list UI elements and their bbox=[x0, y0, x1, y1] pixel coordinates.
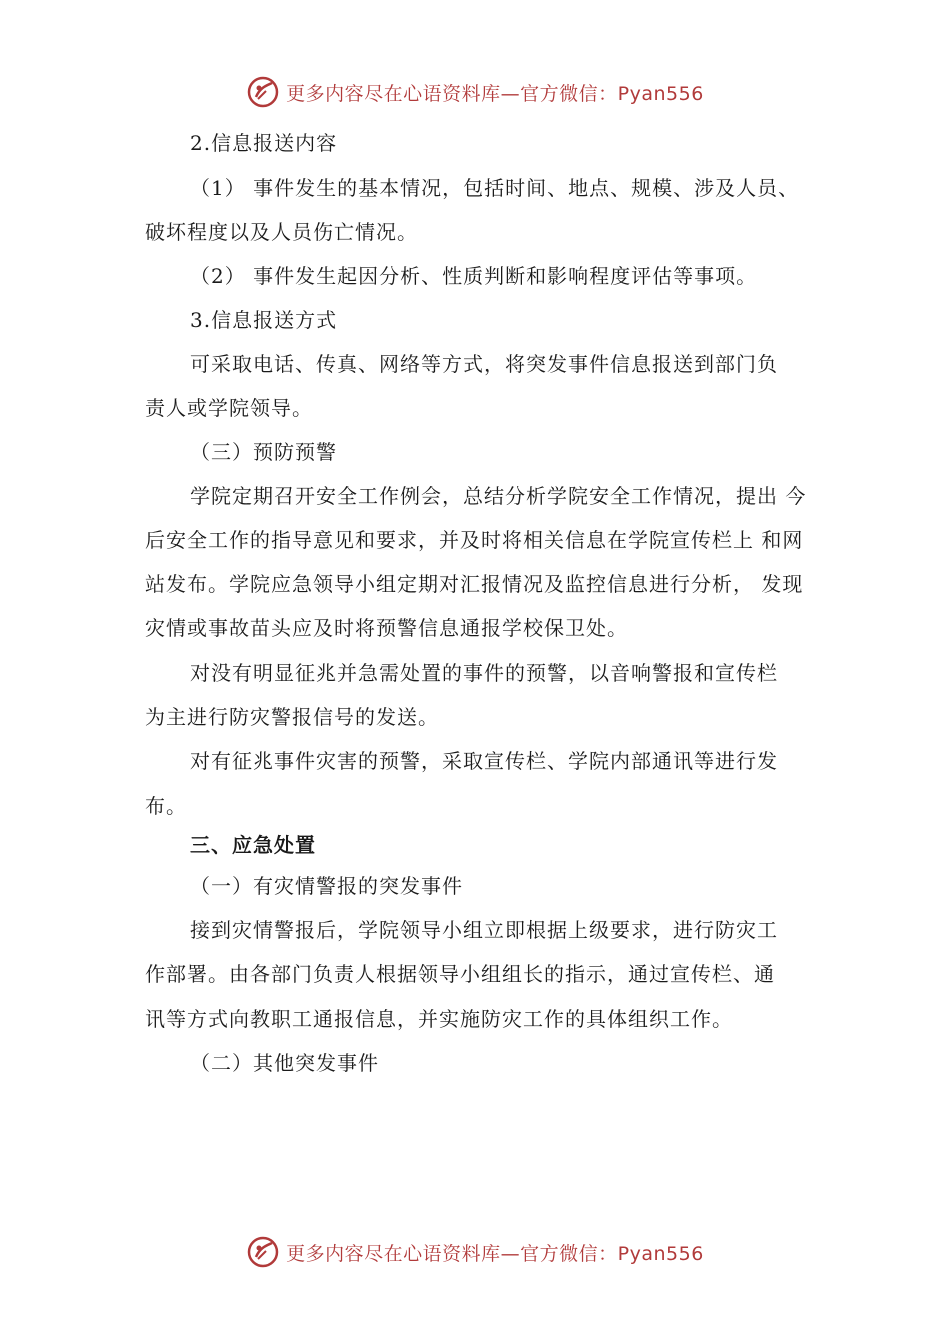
paragraph-line: （2） 事件发生起因分析、性质判断和影响程度评估等事项。 bbox=[190, 264, 758, 288]
paragraph-line: 责人或学院领导。 bbox=[145, 396, 313, 420]
section-heading: （三）预防预警 bbox=[190, 440, 337, 464]
header-watermark bbox=[0, 72, 950, 112]
section-heading: 3.信息报送方式 bbox=[190, 308, 338, 332]
paragraph-line: 接到灾情警报后，学院领导小组立即根据上级要求，进行防灾工 bbox=[190, 918, 778, 942]
paragraph-line: 为主进行防灾警报信号的发送。 bbox=[145, 705, 439, 729]
brand-logo-icon bbox=[246, 75, 280, 109]
paragraph-line: 对没有明显征兆并急需处置的事件的预警，以音响警报和宣传栏 bbox=[190, 661, 778, 685]
section-heading: 2.信息报送内容 bbox=[190, 131, 338, 155]
paragraph-line: 布。 bbox=[145, 794, 187, 818]
paragraph-line: 灾情或事故苗头应及时将预警信息通报学校保卫处。 bbox=[145, 616, 628, 640]
paragraph-line: 后安全工作的指导意见和要求，并及时将相关信息在学院宣传栏上 和网 bbox=[145, 528, 804, 552]
footer-watermark bbox=[0, 1232, 950, 1272]
watermark-text: 更多内容尽在心语资料库—官方微信：Pyan556 bbox=[286, 82, 704, 105]
paragraph-line: 学院定期召开安全工作例会，总结分析学院安全工作情况，提出 今 bbox=[190, 484, 807, 508]
paragraph-line: 对有征兆事件灾害的预警，采取宣传栏、学院内部通讯等进行发 bbox=[190, 749, 778, 773]
paragraph-line: 讯等方式向教职工通报信息，并实施防灾工作的具体组织工作。 bbox=[145, 1007, 733, 1031]
paragraph-line: 作部署。由各部门负责人根据领导小组组长的指示，通过宣传栏、通 bbox=[145, 962, 775, 986]
paragraph-line: 站发布。学院应急领导小组定期对汇报情况及监控信息进行分析， 发现 bbox=[145, 572, 804, 596]
section-heading: （二）其他突发事件 bbox=[190, 1051, 379, 1075]
brand-logo-icon bbox=[246, 1235, 280, 1269]
watermark-text: 更多内容尽在心语资料库—官方微信：Pyan556 bbox=[286, 1242, 704, 1265]
chapter-heading: 三、应急处置 bbox=[190, 833, 316, 857]
section-heading: （一）有灾情警报的突发事件 bbox=[190, 874, 463, 898]
paragraph-line: 破坏程度以及人员伤亡情况。 bbox=[145, 220, 418, 244]
paragraph-line: （1） 事件发生的基本情况，包括时间、地点、规模、涉及人员、 bbox=[190, 176, 800, 200]
paragraph-line: 可采取电话、传真、网络等方式，将突发事件信息报送到部门负 bbox=[190, 352, 778, 376]
